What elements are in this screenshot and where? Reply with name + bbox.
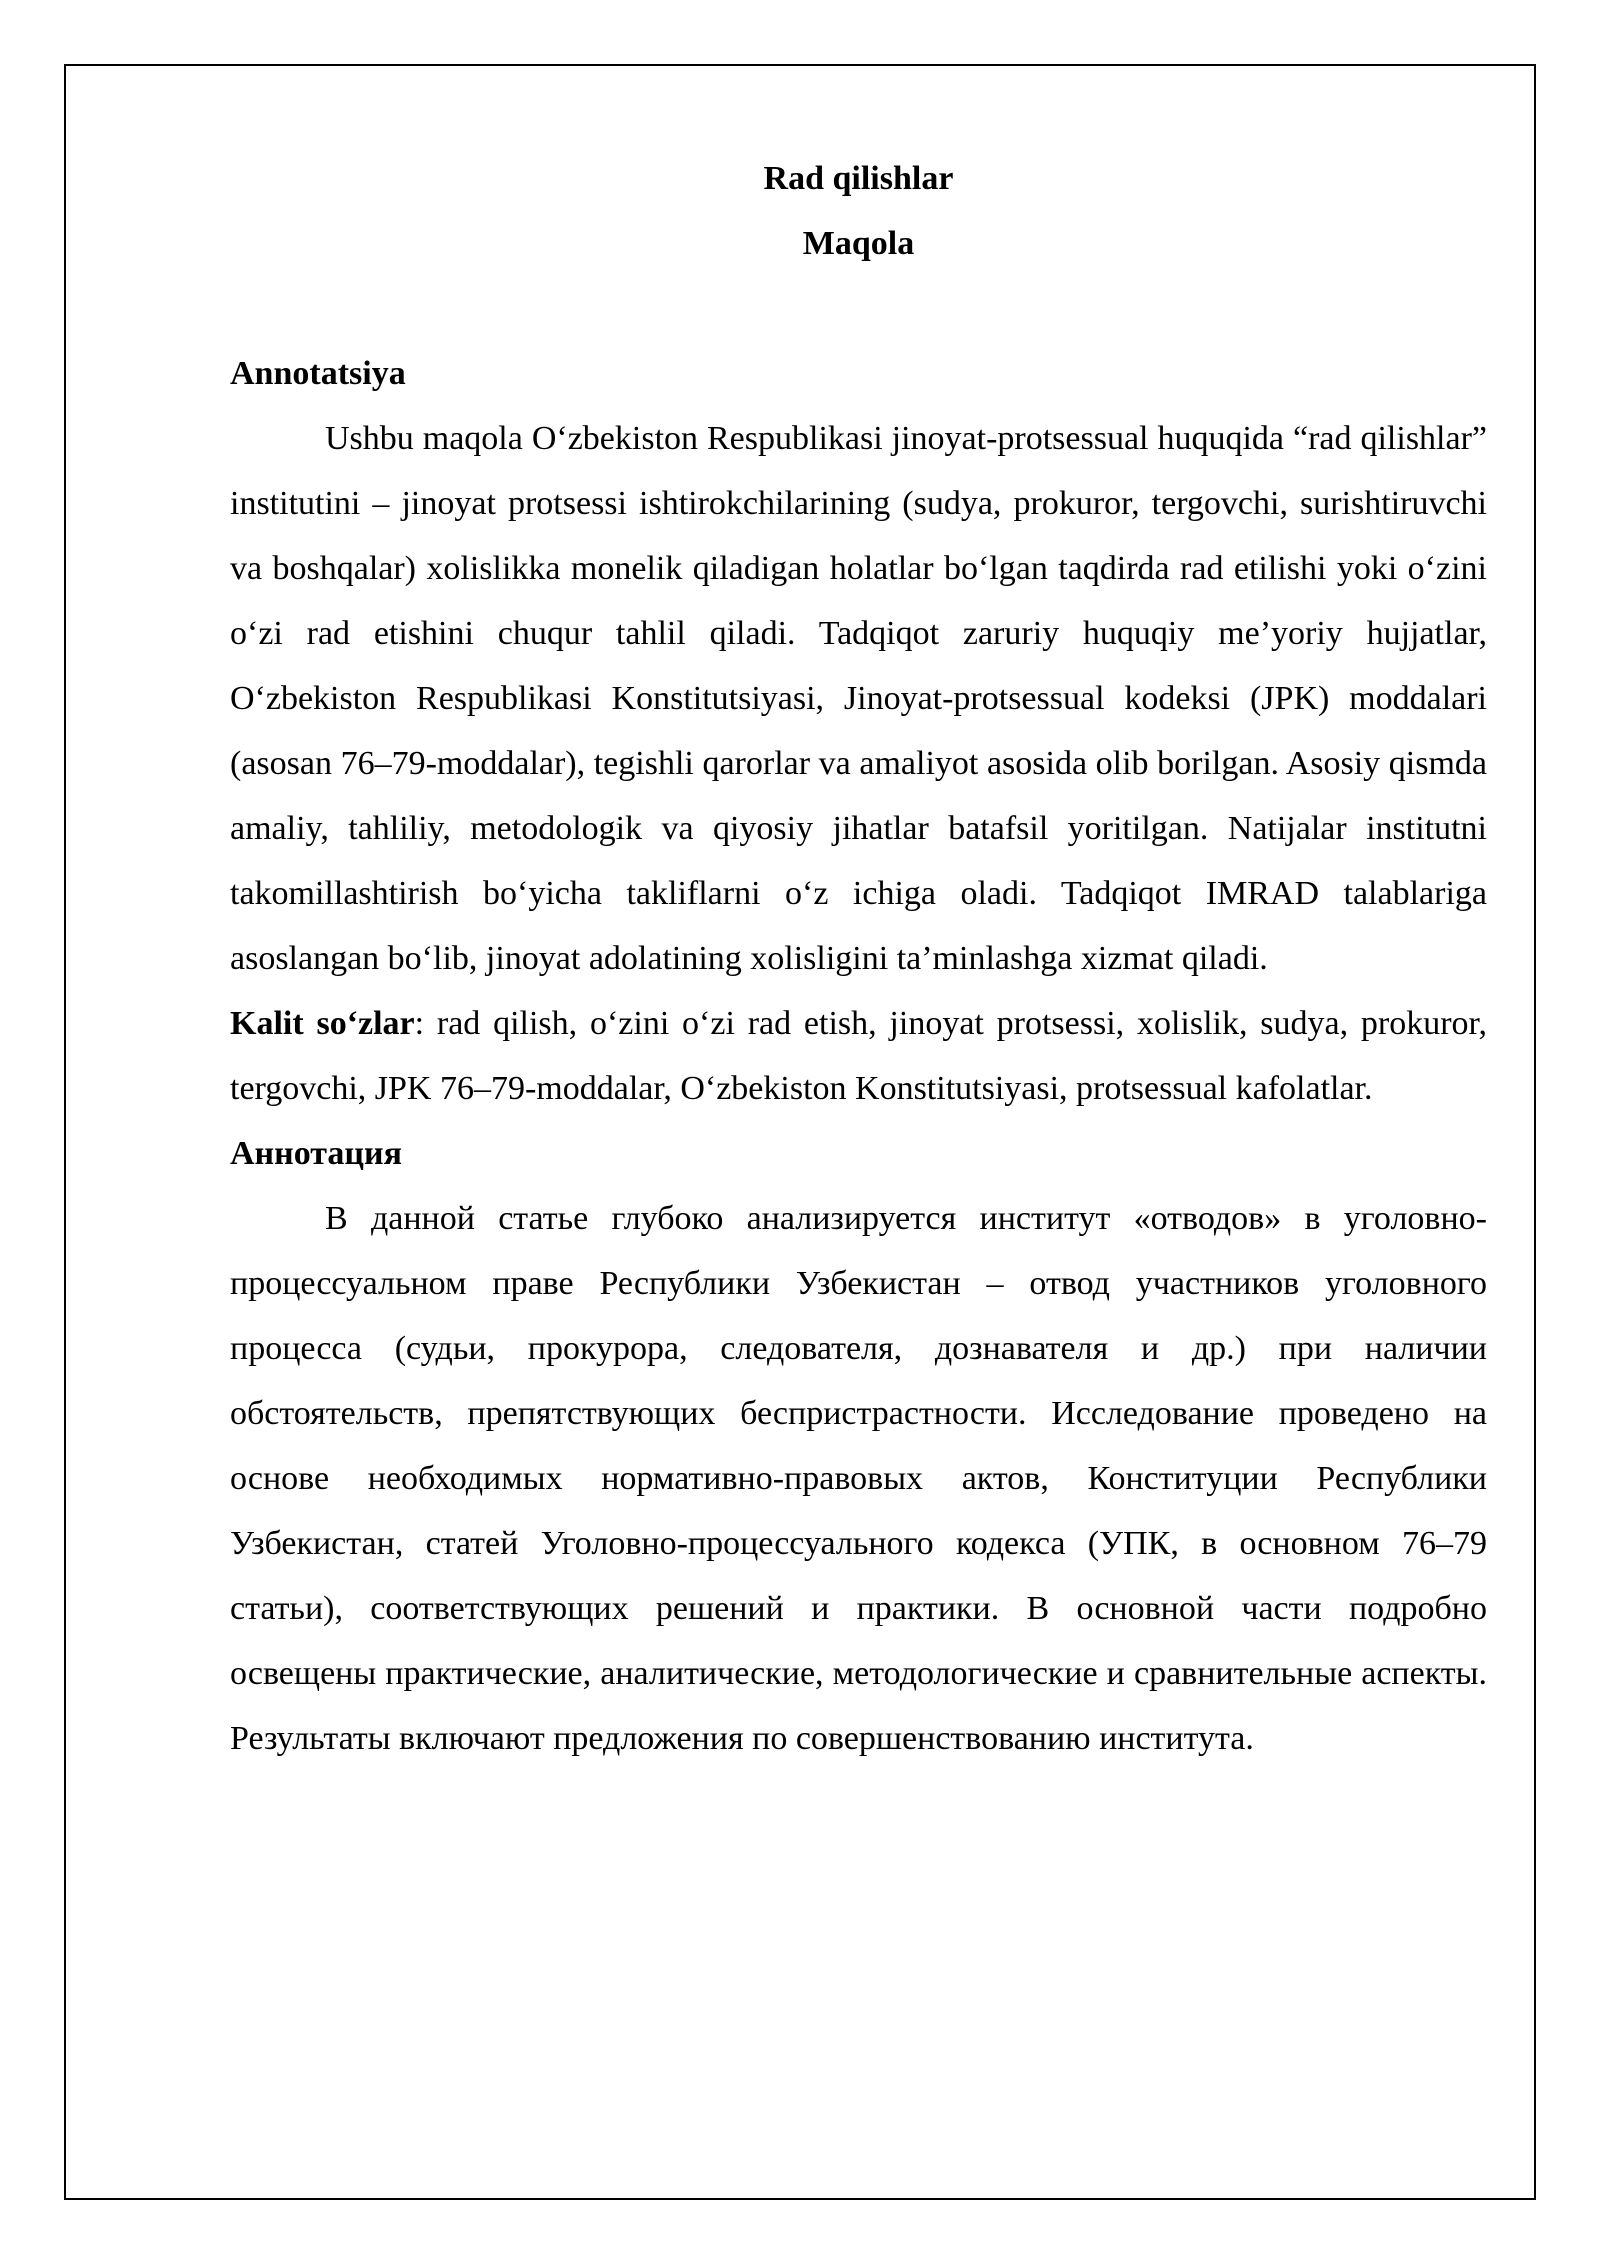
document-body (230, 146, 1487, 1771)
keywords-uz-text: : rad qilish, o‘zini o‘zi rad etish, jinoyat protsessi, xolislik, sudya, prokuror, tergovchi, JPK 76–79-moddalar, O‘zbekiston Konstitutsiyasi, protsessual kafolatlar. (230, 1005, 1487, 1107)
keywords-uz-label: Kalit so‘zlar (230, 1005, 415, 1042)
abstract-ru-heading: Аннотация (230, 1135, 402, 1172)
abstract-ru-text: В данной статье глубоко анализируется институт «отводов» в уголовно-процессуальном праве Республики Узбекистан – отвод участников уголовного процесса (судьи, прокурора, следователя, дознавателя и др.) при наличии обстоятельств, препятствующих беспристрастности. Исследование проведено на основе необходимых нормативно-правовых актов, Конституции Республики Узбекистан, статей Уголовно-процессуального кодекса (УПК, в основном 76–79 статьи), соответствующих решений и практики. В основной части подробно освещены практические, аналитические, методологические и сравнительные аспекты. Результаты включают предложения по совершенствованию института. (230, 1200, 1487, 1757)
spacer (230, 276, 1487, 341)
keywords-uz (230, 991, 1487, 1121)
abstract-uz-text: Ushbu maqola O‘zbekiston Respublikasi jinoyat-protsessual huquqida “rad qilishlar” institutini – jinoyat protsessi ishtirokchilarining (sudya, prokuror, tergovchi, surishtiruvchi va boshqalar) xolislikka monelik qiladigan holatlar bo‘lgan taqdirda rad etilishi yoki o‘zini o‘zi rad etishini chuqur tahlil qiladi. Tadqiqot zaruriy huquqiy me’yoriy hujjatlar, O‘zbekiston Respublikasi Konstitutsiyasi, Jinoyat-protsessual kodeksi (JPK) moddalari (asosan 76–79-moddalar), tegishli qarorlar va amaliyot asosida olib borilgan. Asosiy qismda amaliy, tahliliy, metodologik va qiyosiy jihatlar batafsil yoritilgan. Natijalar institutni takomillashtirish bo‘yicha takliflarni o‘z ichiga oladi. Tadqiqot IMRAD talablariga asoslangan bo‘lib, jinoyat adolatining xolisligini ta’minlashga xizmat qiladi. (230, 420, 1487, 977)
document-title: Rad qilishlar (763, 160, 954, 197)
document-subtitle: Maqola (802, 225, 915, 262)
abstract-uz-heading: Annotatsiya (230, 355, 406, 392)
